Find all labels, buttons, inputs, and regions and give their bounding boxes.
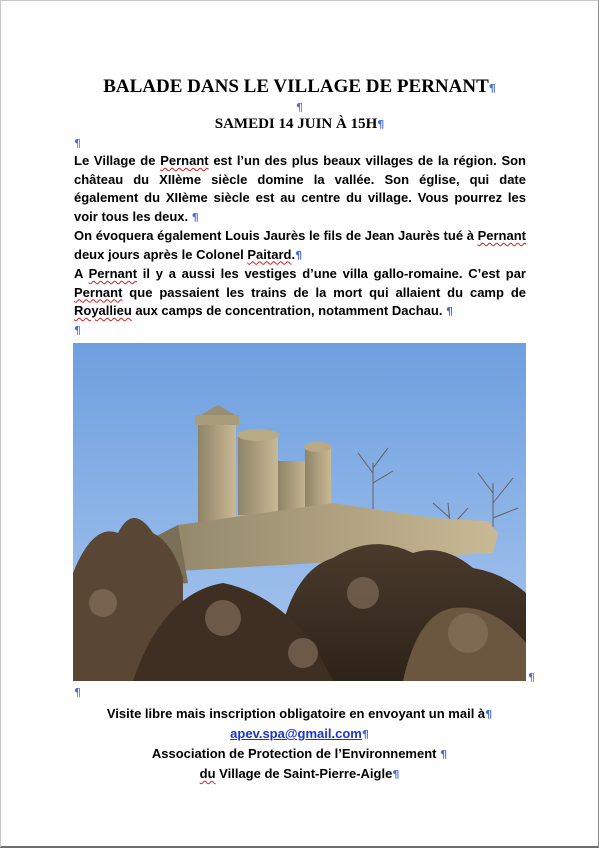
footer-line-4: du Village de Saint-Pierre-Aigle¶	[199, 766, 400, 781]
pilcrow: ¶	[528, 671, 535, 684]
empty-paragraph: ¶	[74, 137, 81, 150]
email-link[interactable]: apev.spa@gmail.com	[230, 726, 362, 741]
empty-paragraph: ¶	[74, 324, 81, 337]
empty-paragraph: ¶	[74, 686, 81, 699]
footer-line-1: Visite libre mais inscription obligatoire en envoyant un mail à¶	[106, 706, 493, 721]
paragraph-3: A Pernant il y a aussi les vestiges d’une villa gallo-romaine. C’est par Pernant que passaient les trains de la mort qui allaient du camp de Royallieu aux camps de concentration, notamment Dachau. ¶	[74, 266, 526, 318]
paragraph-1: Le Village de Pernant est l’un des plus beaux villages de la région. Son château du XIIème siècle domine la vallée. Son église, qui date également du XIIème siècle est au centre du village. Vous pourrez les voir tous les deux. ¶	[74, 153, 526, 224]
document-title: BALADE DANS LE VILLAGE DE PERNANT¶	[103, 76, 496, 97]
footer	[0, 704, 599, 784]
castle-photo	[73, 343, 526, 681]
footer-line-3: Association de Protection de l’Environnement ¶	[151, 746, 448, 761]
pilcrow: ¶	[377, 118, 385, 131]
body-text	[74, 152, 526, 322]
paragraph-2: On évoquera également Louis Jaurès le fils de Jean Jaurès tué à Pernant deux jours après le Colonel Paitard.¶	[74, 228, 526, 262]
empty-paragraph: ¶	[296, 101, 303, 114]
date-line: SAMEDI 14 JUIN À 15H¶	[214, 116, 385, 132]
footer-email-line: apev.spa@gmail.com¶	[230, 726, 369, 741]
pilcrow: ¶	[488, 82, 496, 95]
